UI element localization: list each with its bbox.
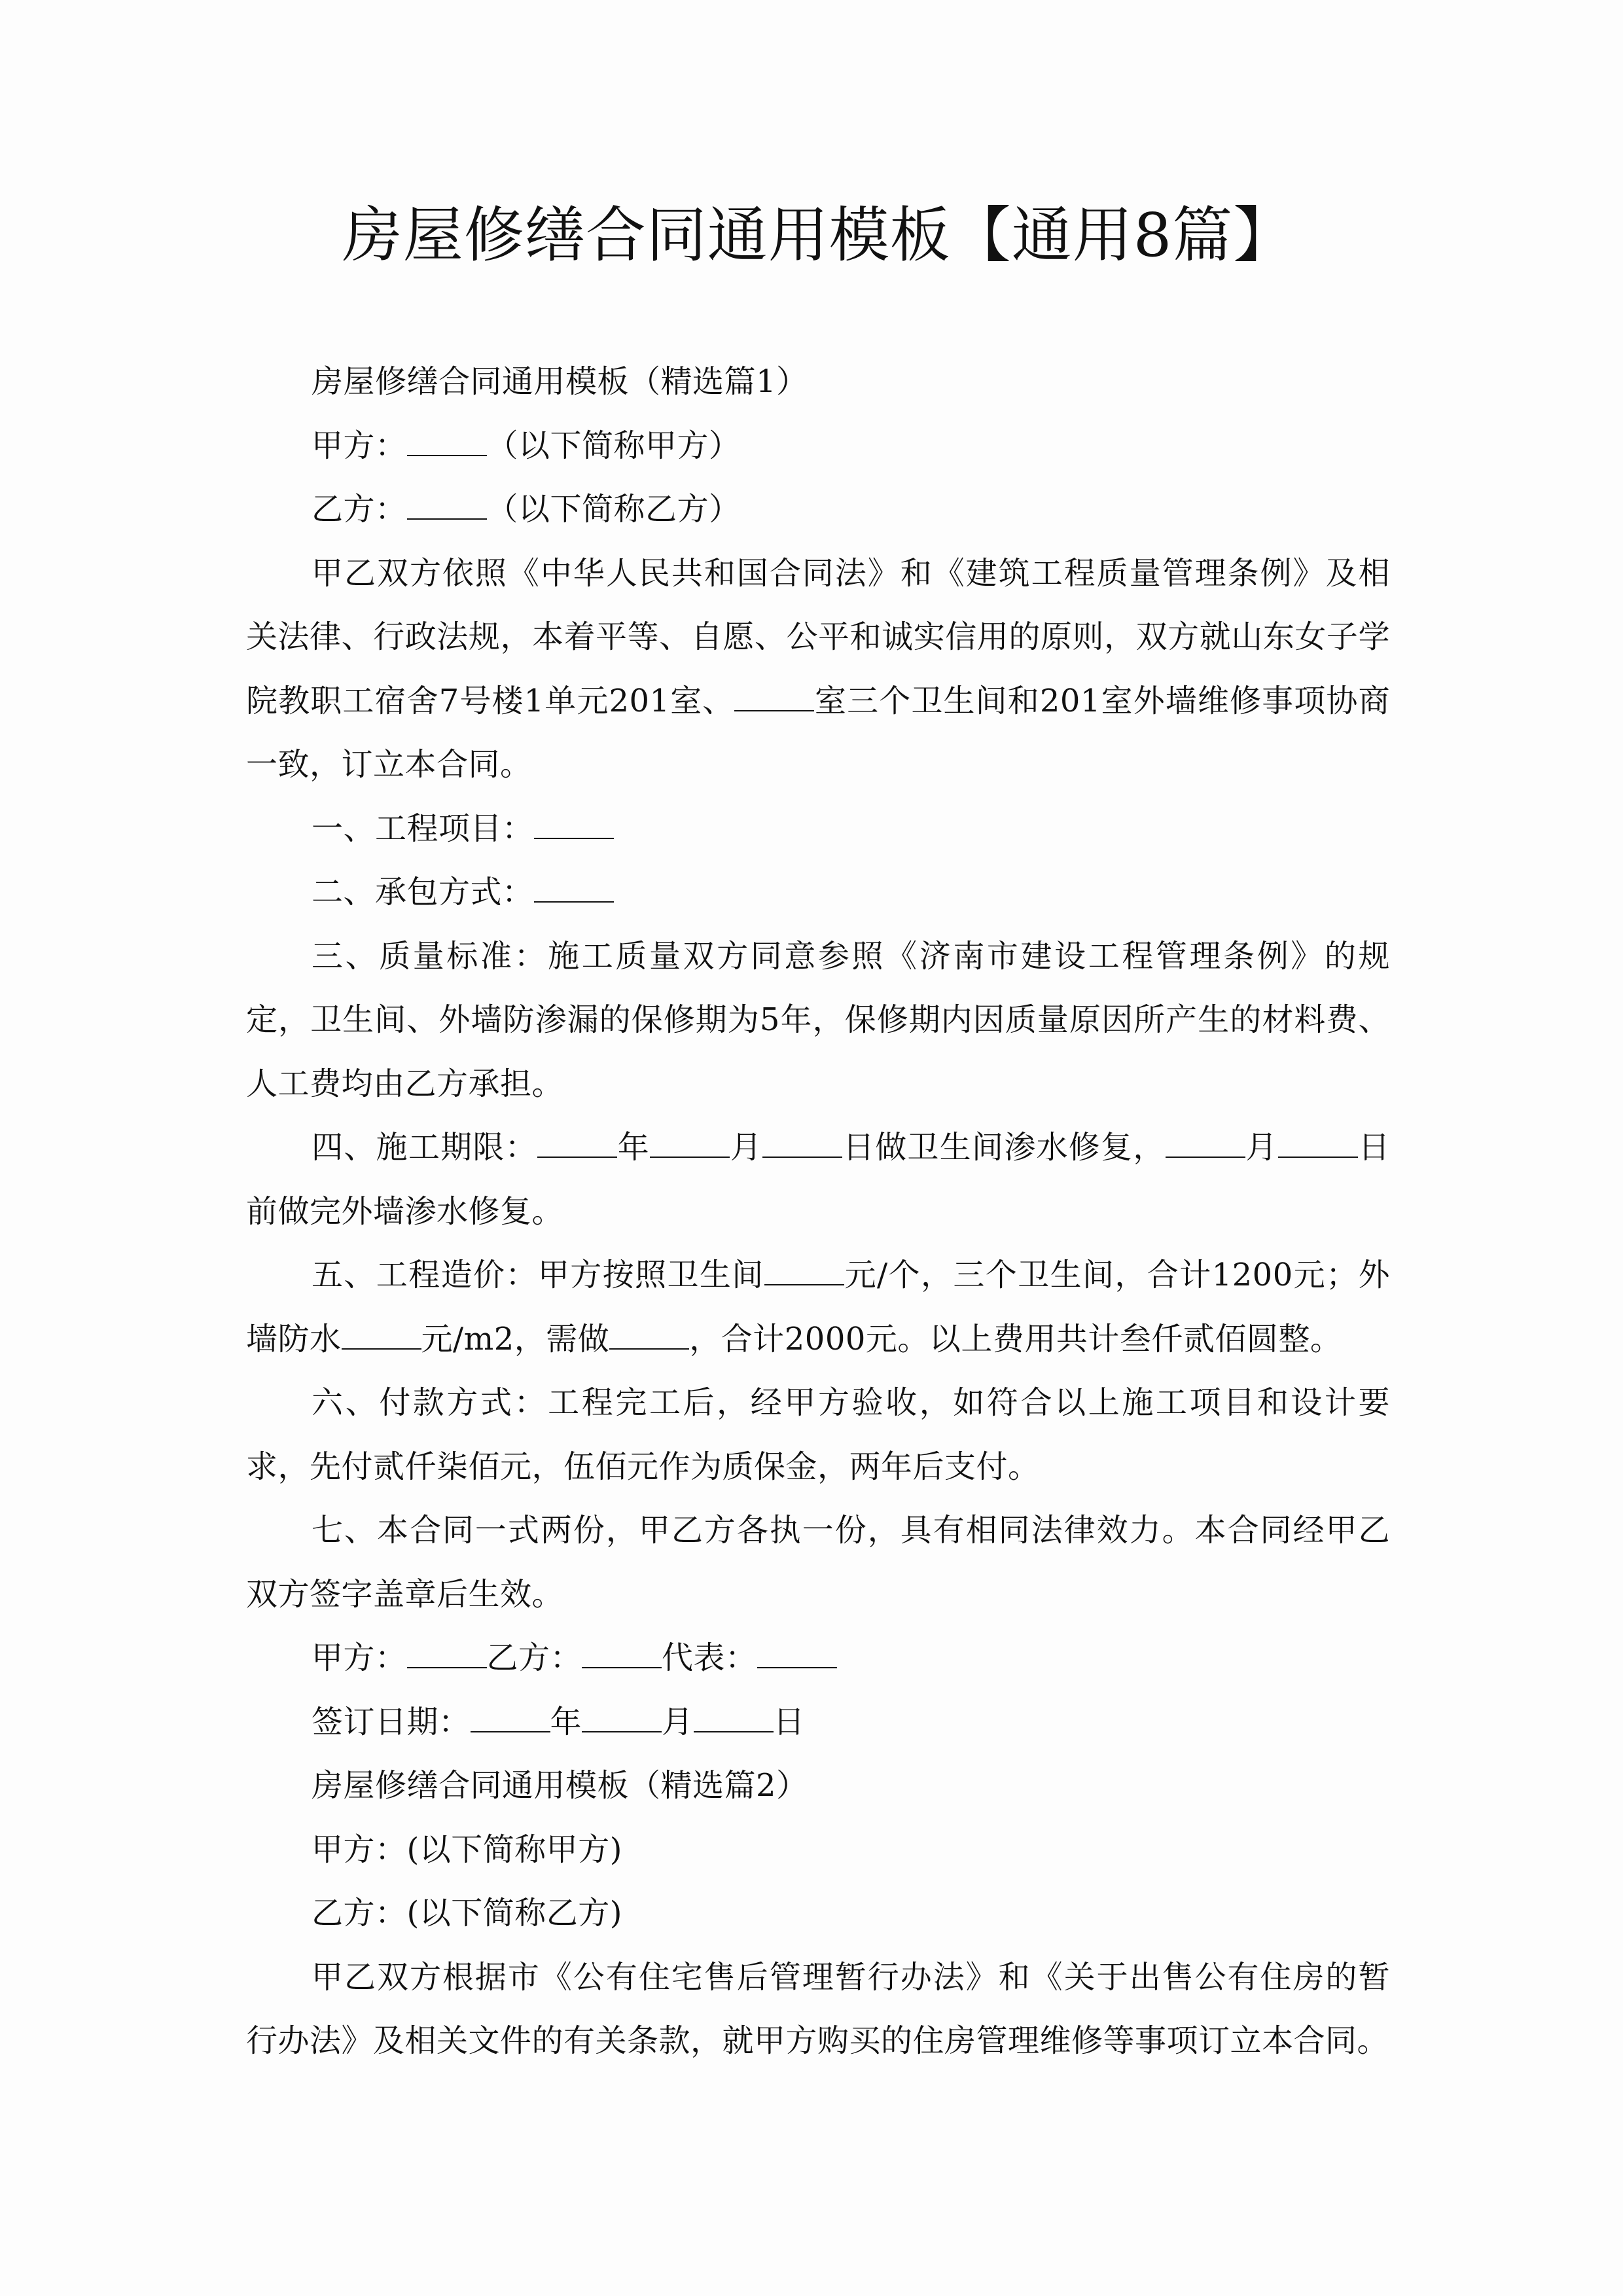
- sign-party-b-blank: [582, 1641, 662, 1668]
- clause-1: [246, 797, 1390, 861]
- section2-intro: 甲乙双方根据市《公有住宅售后管理暂行办法》和《关于出售公有住房的暂行办法》及相关文件的有关条款，就甲方购买的住房管理维修等事项订立本合同。: [246, 1958, 1390, 2059]
- clause-7: 七、本合同一式两份，甲乙方各执一份，具有相同法律效力。本合同经甲乙双方签字盖章后生效。: [246, 1512, 1390, 1613]
- document-title: 房屋修缮合同通用模板【通用8篇】: [342, 200, 1294, 270]
- sign-party-a-blank: [407, 1641, 487, 1668]
- project-blank: [534, 812, 614, 839]
- sign-day-text: 日: [773, 1703, 806, 1740]
- intro-part1: 甲乙双方依照《中华人民共和国合同法》和《建筑工程质量管理条例》及相关法律、行政法规，本着平等、自愿、公平和诚实信用的原则，双方就山东女子学院教职工宿舍7号楼1单元201室、: [246, 554, 1390, 719]
- section2-party-b: 乙方：(以下简称乙方): [312, 1895, 622, 1931]
- sign-year-text: 年: [550, 1703, 582, 1740]
- clause-5-part3: 元/m2，需做: [421, 1320, 610, 1357]
- clause-4: [246, 1116, 1390, 1244]
- sign-date-line: [246, 1691, 1390, 1755]
- end-day-blank: [1278, 1130, 1358, 1158]
- start-day-blank: [762, 1130, 842, 1158]
- clause-1-label: 一、工程项目：: [312, 810, 534, 847]
- sign-rep-label: 代表：: [662, 1640, 757, 1676]
- start-year-blank: [537, 1130, 617, 1158]
- section1-heading: 房屋修缮合同通用模板（精选篇1）: [312, 363, 808, 400]
- party-b-label: 乙方：: [312, 491, 407, 528]
- party-a-blank: [407, 429, 487, 456]
- month-text: 月: [730, 1129, 763, 1166]
- sign-date-label: 签订日期：: [312, 1703, 471, 1740]
- clause-5: [246, 1244, 1390, 1371]
- sign-rep-blank: [757, 1641, 837, 1668]
- sign-party-a-label: 甲方：: [312, 1640, 407, 1676]
- clause-3: 三、质量标准：施工质量双方同意参照《济南市建设工程管理条例》的规定，卫生间、外墙防渗漏的保修期为5年，保修期内因质量原因所产生的材料费、人工费均由乙方承担。: [246, 937, 1390, 1102]
- section1-party-b: [246, 478, 1390, 542]
- section1-intro: [246, 542, 1390, 797]
- party-a-label: 甲方：: [312, 427, 407, 464]
- end-month-blank: [1166, 1130, 1245, 1158]
- bathroom-price-blank: [764, 1258, 844, 1285]
- sign-month-blank: [582, 1705, 662, 1732]
- clause-5-part1: 五、工程造价：甲方按照卫生间: [312, 1257, 764, 1293]
- clause-4-label: 四、施工期限：: [312, 1129, 537, 1166]
- party-b-suffix: （以下简称乙方）: [486, 491, 741, 528]
- sign-year-blank: [471, 1705, 550, 1732]
- room-blank: [734, 684, 814, 711]
- section2-party-a: 甲方：(以下简称甲方): [312, 1831, 622, 1868]
- clause-5-part4: ，合计2000元。以上费用共计叁仟贰佰圆整。: [689, 1320, 1342, 1357]
- day-text: 日做卫生间渗水修复，: [842, 1129, 1166, 1166]
- clause-2: [246, 861, 1390, 925]
- area-blank: [609, 1322, 689, 1350]
- signature-line: [246, 1626, 1390, 1691]
- contract-method-blank: [534, 875, 614, 903]
- intro-part2: 室三个卫生间和201室外墙维修事项协商一致，订立本合同。: [246, 682, 1390, 783]
- document-body: [246, 350, 1390, 2073]
- party-b-blank: [407, 492, 487, 520]
- party-a-suffix: （以下简称甲方）: [486, 427, 741, 464]
- sign-party-b-label: 乙方：: [486, 1640, 582, 1676]
- section1-party-a: [246, 414, 1390, 478]
- wall-price-blank: [342, 1322, 421, 1350]
- clause-2-label: 二、承包方式：: [312, 874, 534, 910]
- clause-6: 六、付款方式：工程完工后，经甲方验收，如符合以上施工项目和设计要求，先付贰仟柒佰元，伍佰元作为质保金，两年后支付。: [246, 1384, 1390, 1485]
- section2-heading: 房屋修缮合同通用模板（精选篇2）: [312, 1767, 808, 1804]
- sign-day-blank: [694, 1705, 774, 1732]
- year-text: 年: [616, 1129, 650, 1166]
- sign-month-text: 月: [662, 1703, 694, 1740]
- month2-text: 月: [1245, 1129, 1278, 1166]
- clause-5-part2: 元/个，三个卫生间，合计1200元；外墙防水: [246, 1257, 1390, 1357]
- clause-4-tail: 日前做完外墙渗水修复。: [246, 1129, 1390, 1230]
- start-month-blank: [650, 1130, 730, 1158]
